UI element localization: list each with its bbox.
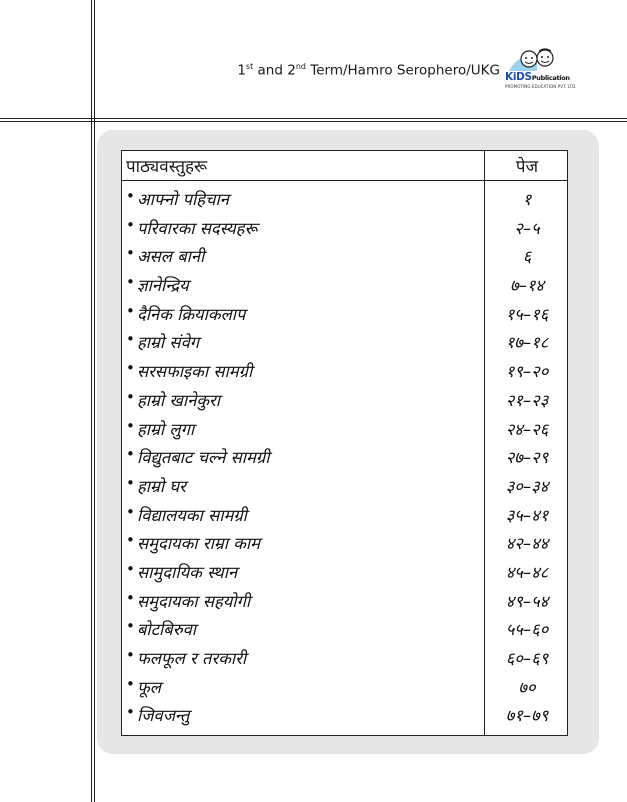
bullet-icon: • xyxy=(126,187,135,205)
topic-title: विद्यालयका सामग्री xyxy=(137,505,247,525)
page-range: ४५–४८ xyxy=(505,562,549,582)
logo-brand-name: KiDS xyxy=(505,71,532,83)
bullet-icon: • xyxy=(126,273,135,292)
table-row xyxy=(122,700,567,729)
logo-brand xyxy=(505,71,570,83)
page-range: ५५–६० xyxy=(505,620,549,640)
contents-rows xyxy=(122,184,567,729)
topic-title: सरसफाइका सामग्री xyxy=(137,362,253,382)
book-title: Term/Hamro Serophero/UKG xyxy=(305,62,500,79)
table-row xyxy=(122,213,567,242)
topic-title: हाम्रो लुगा xyxy=(137,419,195,439)
topic-title: असल बानी xyxy=(137,247,205,267)
page-range: २७–२९ xyxy=(505,448,549,468)
page-range: २१–२३ xyxy=(505,390,549,410)
topic-title: सामुदायिक स्थान xyxy=(137,562,238,582)
table-row xyxy=(122,672,567,701)
term-and: and 2 xyxy=(253,62,296,79)
topic-title: जिवजन्तु xyxy=(137,706,190,726)
bullet-icon: • xyxy=(126,559,135,578)
page-range: ७१–७९ xyxy=(505,706,549,726)
table-row xyxy=(122,643,567,672)
bullet-icon: • xyxy=(126,473,135,492)
topic-title: परिवारका सदस्यहरू xyxy=(137,218,258,238)
table-row xyxy=(122,270,567,299)
table-row xyxy=(122,385,567,414)
topic-title: समुदायका राम्रा काम xyxy=(137,534,261,554)
table-row xyxy=(122,184,567,213)
bullet-icon: • xyxy=(126,244,135,263)
topic-title: बोटबिरुवा xyxy=(137,620,197,640)
topic-title: विद्युतबाट चल्ने सामग्री xyxy=(137,448,270,468)
bullet-icon: • xyxy=(126,330,135,349)
header-rule-bottom xyxy=(0,121,627,122)
topic-title: हाम्रो घर xyxy=(137,476,186,496)
table-row xyxy=(122,442,567,471)
page-range: ६ xyxy=(522,247,532,267)
page-range: ४२–४४ xyxy=(505,534,549,554)
bullet-icon: • xyxy=(126,646,135,664)
page-range: २–५ xyxy=(514,218,540,238)
topic-title: दैनिक क्रियाकलाप xyxy=(137,304,246,324)
page-range: ३०–३४ xyxy=(505,476,549,496)
running-header xyxy=(200,62,500,79)
table-row xyxy=(122,241,567,270)
table-row xyxy=(122,614,567,643)
bullet-icon: • xyxy=(126,301,135,320)
bullet-icon: • xyxy=(126,703,135,722)
header-divider xyxy=(122,180,567,181)
topic-title: आफ्नो पहिचान xyxy=(137,190,229,209)
page-range: १५–१६ xyxy=(505,304,549,324)
term-first: 1 xyxy=(237,62,246,79)
topic-title: फूल xyxy=(137,677,161,697)
term-second-suffix: nd xyxy=(295,62,306,71)
page-range: ४९–५४ xyxy=(505,591,549,611)
table-row xyxy=(122,414,567,443)
page-range: ७० xyxy=(518,677,536,697)
publisher-logo xyxy=(503,47,577,92)
column-header-topics: पाठ्यवस्तुहरू xyxy=(126,157,208,177)
topic-title: फलफूल र तरकारी xyxy=(137,649,247,668)
header-rule-top xyxy=(0,118,627,119)
table-row xyxy=(122,356,567,385)
bullet-icon: • xyxy=(126,215,135,234)
bullet-icon: • xyxy=(126,416,135,435)
bullet-icon: • xyxy=(126,588,135,607)
bullet-icon: • xyxy=(126,617,135,636)
table-row xyxy=(122,471,567,500)
page-range: १ xyxy=(522,190,532,209)
column-header-page: पेज xyxy=(515,157,539,177)
table-row xyxy=(122,299,567,328)
topic-title: समुदायका सहयोगी xyxy=(137,591,251,611)
table-row xyxy=(122,557,567,586)
bullet-icon: • xyxy=(126,531,135,550)
topic-title: हाम्रो संवेग xyxy=(137,333,200,353)
page-range: ३५–४१ xyxy=(505,505,549,525)
bullet-icon: • xyxy=(126,445,135,464)
page-range: ६०–६९ xyxy=(505,649,549,668)
table-row xyxy=(122,500,567,529)
topic-title: हाम्रो खानेकुरा xyxy=(137,390,221,410)
bullet-icon: • xyxy=(126,502,135,521)
kids-faces-icon xyxy=(503,47,573,73)
logo-brand-suffix: Publication xyxy=(531,74,570,82)
bullet-icon: • xyxy=(126,359,135,378)
term-first-suffix: st xyxy=(245,62,254,71)
logo-tagline: PROMOTING EDUCATION PVT. LTD. xyxy=(505,84,577,89)
page-range: १७–१८ xyxy=(505,333,549,353)
bullet-icon: • xyxy=(126,674,135,693)
topic-title: ज्ञानेन्द्रिय xyxy=(137,276,189,296)
table-row xyxy=(122,327,567,356)
table-row xyxy=(122,586,567,615)
table-row xyxy=(122,528,567,557)
contents-table xyxy=(121,150,568,736)
page-range: १९–२० xyxy=(505,362,549,382)
bullet-icon: • xyxy=(126,387,135,406)
page-range: ७–१४ xyxy=(510,276,544,296)
page-range: २४–२६ xyxy=(505,419,549,439)
